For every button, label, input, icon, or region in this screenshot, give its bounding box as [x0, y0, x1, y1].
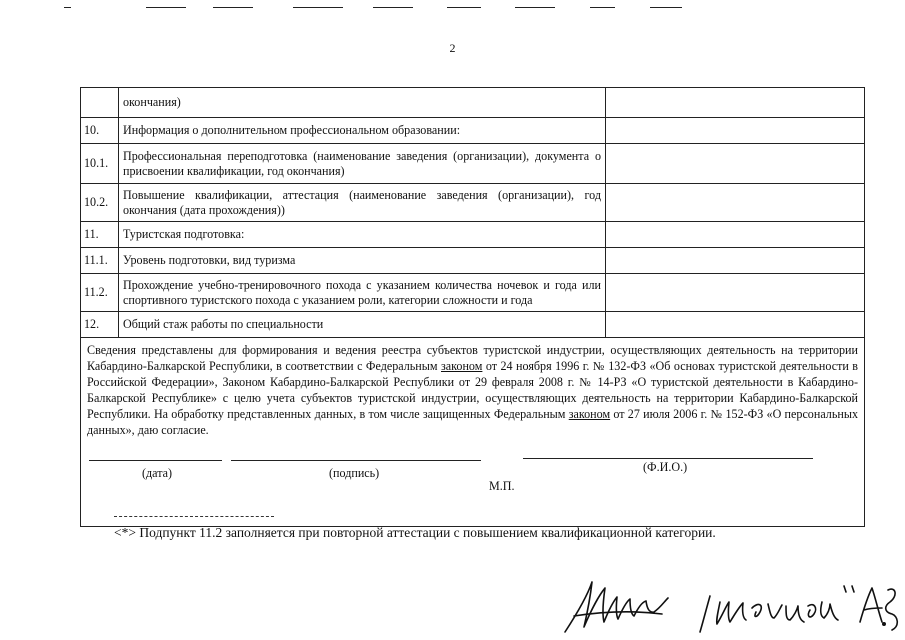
- statement-row: [81, 338, 865, 527]
- row-label: Повышение квалификации, аттестация (наименование заведения (организации), год окончания (дата прохождения)): [119, 184, 606, 222]
- fio-caption: (Ф.И.О.): [643, 460, 688, 474]
- statement-text-3: от 27 июля 2006 г. № 152-ФЗ «О персональных данных», даю согласие.: [87, 407, 858, 437]
- table-row: [81, 312, 865, 338]
- row-number: 10.2.: [81, 184, 119, 222]
- row-value-cell[interactable]: [606, 222, 865, 248]
- date-caption: (дата): [142, 466, 173, 480]
- consent-statement: [87, 342, 858, 438]
- signature-line[interactable]: [231, 460, 481, 461]
- law-link-1[interactable]: законом: [441, 359, 483, 373]
- row-value-cell[interactable]: [606, 88, 865, 118]
- row-label: окончания): [119, 88, 606, 118]
- row-number: 10.: [81, 118, 119, 144]
- law-link-2[interactable]: законом: [568, 407, 611, 421]
- statement-text-1: Сведения представлены для формирования и ведения реестра субъектов туристской индустрии, осуществляющих деятельность на территории Кабардино-Балкарской Республики, в соответствии с Федеральным: [87, 343, 858, 373]
- table-row: [81, 118, 865, 144]
- row-value-cell[interactable]: [606, 118, 865, 144]
- consent-statement-cell: [81, 338, 865, 527]
- row-number: [81, 88, 119, 118]
- row-label: Прохождение учебно-тренировочного похода с указанием количества ночевок и года или спортивного туристского похода с указанием роли, категории сложности и года: [119, 274, 606, 312]
- row-value-cell[interactable]: [606, 274, 865, 312]
- table-row: [81, 144, 865, 184]
- form-table: [80, 87, 865, 527]
- row-value-cell[interactable]: [606, 184, 865, 222]
- table-row: [81, 222, 865, 248]
- row-value-cell[interactable]: [606, 248, 865, 274]
- statement-text-2: от 24 ноября 1996 г. № 132-ФЗ «Об основах туристской деятельности в Российской Федерации», Законом Кабардино-Балкарской Республики от 29 февраля 2008 г. № 14-РЗ «О туристской деятельности в Кабардино-Балкарской Республике» с целю учета субъектов туристской индустрии, осуществляющих деятельность на территории Кабардино-Балкарской Республики. На обработку представленных данных, в том числе защищенных Федеральным: [87, 359, 858, 421]
- handwritten-signature: [560, 572, 905, 640]
- row-label: Уровень подготовки, вид туризма: [119, 248, 606, 274]
- row-number: 11.1.: [81, 248, 119, 274]
- signature-block: [87, 448, 858, 518]
- stamp-caption: М.П.: [489, 479, 515, 493]
- page-number: 2: [449, 41, 456, 55]
- signature-caption: (подпись): [329, 466, 380, 480]
- date-line[interactable]: [89, 460, 222, 461]
- row-label: Туристская подготовка:: [119, 222, 606, 248]
- footnote: <*> Подпункт 11.2 заполняется при повторной аттестации с повышением квалификационной категории.: [114, 525, 716, 540]
- row-label: Общий стаж работы по специальности: [119, 312, 606, 338]
- table-row: [81, 184, 865, 222]
- row-number: 11.: [81, 222, 119, 248]
- row-label: Профессиональная переподготовка (наименование заведения (организации), документа о присвоении квалификации, год окончания): [119, 144, 606, 184]
- row-value-cell[interactable]: [606, 312, 865, 338]
- table-row: [81, 248, 865, 274]
- row-value-cell[interactable]: [606, 144, 865, 184]
- fio-line[interactable]: [523, 458, 813, 459]
- row-number: 12.: [81, 312, 119, 338]
- table-row: [81, 88, 865, 118]
- footnote-divider: [114, 516, 274, 517]
- row-number: 11.2.: [81, 274, 119, 312]
- row-number: 10.1.: [81, 144, 119, 184]
- row-label: Информация о дополнительном профессиональном образовании:: [119, 118, 606, 144]
- table-row: [81, 274, 865, 312]
